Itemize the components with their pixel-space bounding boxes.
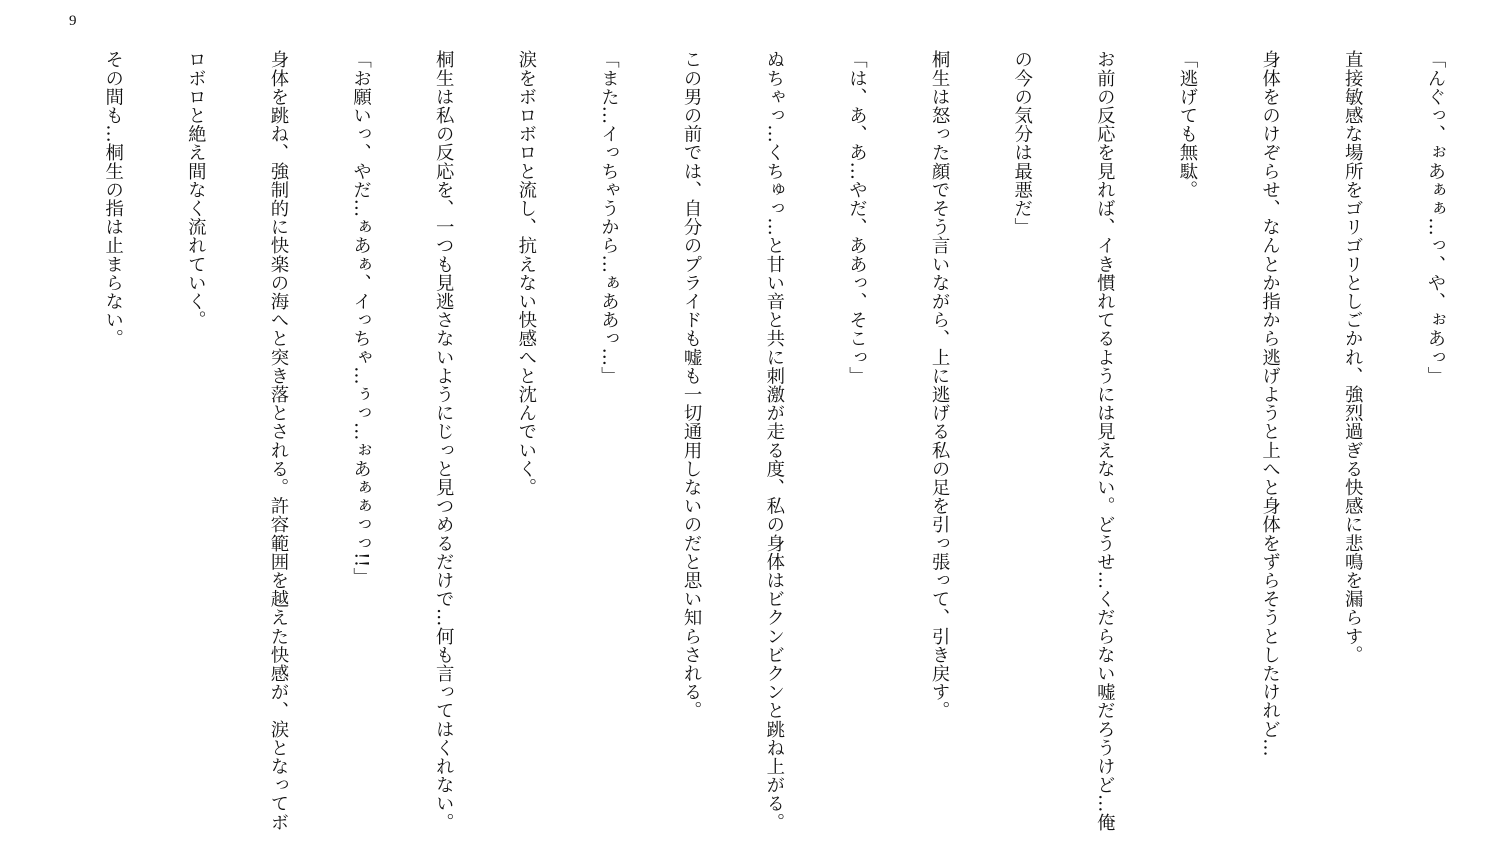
text-line: 「逃げても無駄。 <box>1176 50 1198 199</box>
text-line: 身体をのけぞらせ、なんとか指から逃げようと上へと身体をずらそうとしたけれど… <box>1259 50 1281 757</box>
text-line: 涙をボロボロと流し、抗えない快感へと沈んでいく。 <box>515 50 537 497</box>
text-line: 身体を跳ね、強制的に快楽の海へと突き落とされる。許容範囲を越えた快感が、涙となってボ <box>267 50 289 832</box>
text-line: ぬちゃっ…くちゅっ…と甘い音と共に刺激が走る度、私の身体はビクンビクンと跳ね上がる。 <box>763 50 785 832</box>
text-line: 「は、あ、あ…やだ、ああっ、そこっ」 <box>846 50 868 385</box>
body-text <box>44 50 1504 840</box>
text-line: お前の反応を見れば、イき慣れてるようには見えない。どうせ…くだらない嘘だろうけど…俺 <box>1094 50 1116 832</box>
text-line: 桐生は怒った顔でそう言いながら、上に逃げる私の足を引っ張って、引き戻す。 <box>929 50 951 720</box>
text-line: ロボロと絶え間なく流れていく。 <box>185 50 207 329</box>
text-line: その間も…桐生の指は止まらない。 <box>102 50 124 348</box>
text-line: この男の前では、自分のプライドも嘘も一切通用しないのだと思い知らされる。 <box>681 50 703 720</box>
text-line: 桐生は私の反応を、一つも見逃さないようにじっと見つめるだけで…何も言ってはくれない。 <box>433 50 455 832</box>
text-line: 「また…イっちゃうから…ぁああっ…」 <box>598 50 620 385</box>
text-line: 「んぐっ、ぉあぁぁ…っ、や、ぉあっ」 <box>1424 50 1446 385</box>
vertical-text-block <box>44 50 1446 840</box>
text-line: 「お願いっ、やだ…ぁあぁ、イっちゃ…ぅっ…ぉあぁぁっっ!!」 <box>350 50 372 586</box>
page-number: 9 <box>69 13 77 29</box>
text-line: 直接敏感な場所をゴリゴリとしごかれ、強烈過ぎる快感に悲鳴を漏らす。 <box>1342 50 1364 664</box>
text-line: の今の気分は最悪だ」 <box>1011 50 1033 236</box>
